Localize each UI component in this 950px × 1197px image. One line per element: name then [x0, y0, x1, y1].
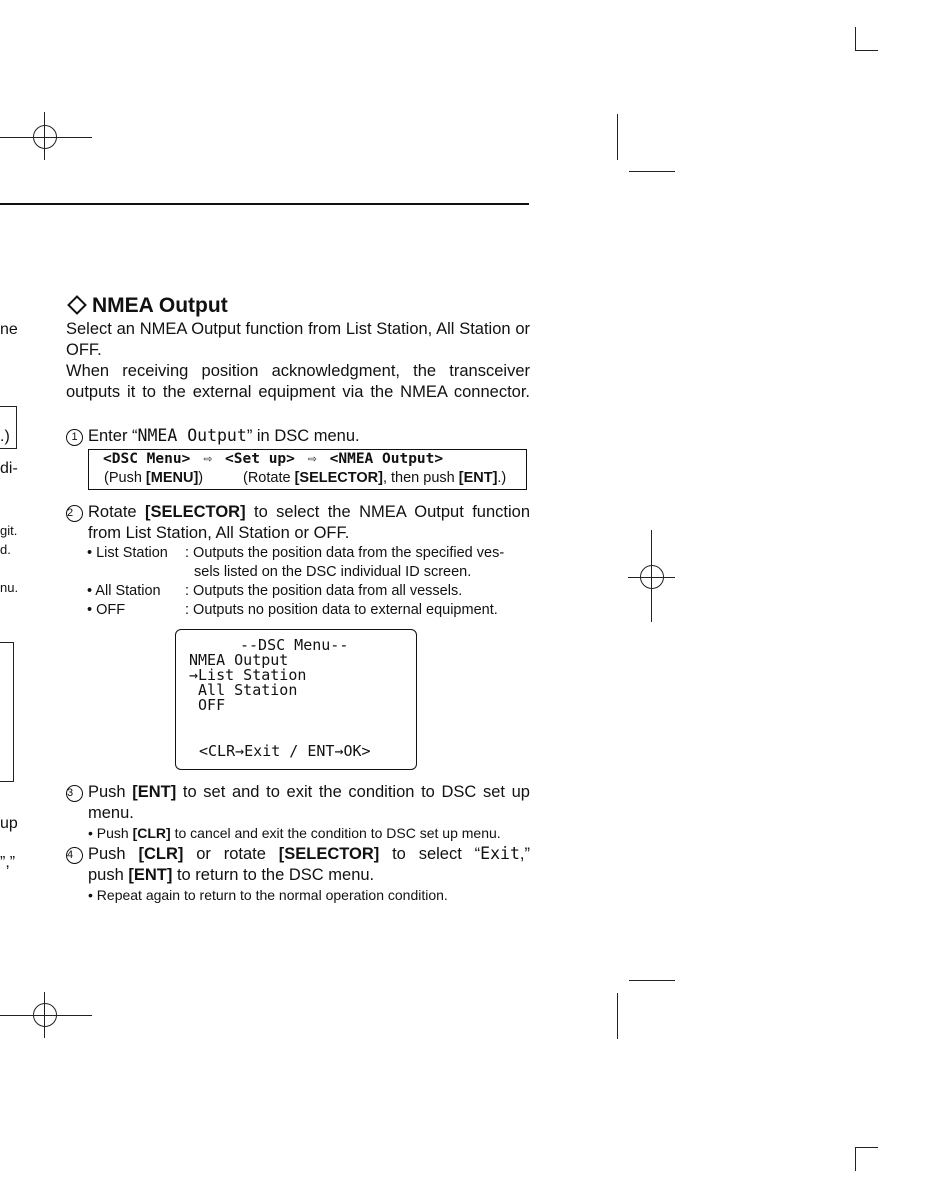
- lcd-screen: [175, 629, 417, 770]
- header-rule: [0, 203, 529, 205]
- step-4: 4 Push [CLR] or rotate [SELECTOR] to select “Exit,” push [ENT] to return to the DSC menu. • Repeat again to return to the normal operation condition.: [67, 844, 530, 903]
- registration-mark-line: [44, 992, 45, 1038]
- lcd-footer: <CLR→Exit / ENT→OK>: [199, 742, 371, 760]
- crop-mark: [617, 114, 618, 160]
- arrow-right-icon: ⇨: [203, 451, 213, 467]
- lcd-item: OFF: [189, 696, 226, 714]
- registration-mark-line: [44, 112, 45, 160]
- arrow-right-icon: ⇨: [307, 451, 317, 467]
- registration-mark-line: [0, 137, 92, 138]
- section-heading: [66, 293, 228, 319]
- left-page-box-edge: [0, 781, 14, 782]
- registration-mark-line: [651, 530, 652, 622]
- crop-mark: [629, 171, 675, 172]
- left-page-fragment: di-: [0, 460, 18, 477]
- step-number: 2: [66, 505, 83, 522]
- left-page-fragment: up: [0, 815, 18, 832]
- menu-path-instruction-left: (Push [MENU]): [104, 470, 204, 486]
- left-page-fragment: nu.: [0, 580, 19, 595]
- section-title: NMEA Output: [92, 294, 228, 317]
- left-page-fragment: d.: [0, 542, 11, 557]
- registration-mark-line: [0, 1015, 92, 1016]
- crop-mark: [855, 1147, 856, 1171]
- left-page-fragment: .): [0, 428, 10, 445]
- menu-name: NMEA Output: [137, 426, 247, 445]
- left-page-box-edge: [0, 448, 17, 449]
- lcd-header: --DSC Menu--: [240, 636, 349, 654]
- step-1: 1 Enter “NMEA Output” in DSC menu.: [66, 425, 530, 447]
- crop-mark: [855, 1147, 878, 1148]
- menu-path-instruction-right: (Rotate [SELECTOR], then push [ENT].): [243, 470, 507, 486]
- step-2: 2 Rotate [SELECTOR] to select the NMEA Output function from List Station, All Station or OFF.: [67, 503, 531, 542]
- intro-paragraph-2: When receiving position acknowledgment, the transceiver outputs it to the external equipment via the NMEA connector.: [66, 362, 530, 401]
- crop-mark: [617, 993, 618, 1039]
- left-page-fragment: ”,”: [0, 854, 16, 871]
- left-page-fragment: ne: [0, 321, 18, 338]
- lcd-item: →List Station: [189, 666, 307, 684]
- step-note: • Repeat again to return to the normal operation condition.: [88, 887, 448, 903]
- step-number: 3: [66, 785, 83, 802]
- crop-mark: [629, 980, 675, 981]
- lcd-item: All Station: [189, 681, 298, 699]
- menu-path-box: [88, 449, 527, 490]
- left-page-box-edge: [13, 642, 14, 782]
- left-page-box-edge: [16, 406, 17, 449]
- menu-path: <DSC Menu> ⇨ <Set up> ⇨ <NMEA Output>: [103, 451, 444, 467]
- lcd-title: NMEA Output: [189, 651, 289, 669]
- step-number: 1: [66, 429, 83, 446]
- step-number: 4: [66, 847, 83, 864]
- diamond-icon: [67, 295, 87, 315]
- crop-mark: [855, 27, 856, 51]
- intro-paragraph-1: Select an NMEA Output function from List Station, All Station or OFF.: [66, 320, 530, 359]
- left-page-box-edge: [0, 406, 17, 407]
- left-page-box-edge: [0, 642, 14, 643]
- crop-mark: [855, 50, 878, 51]
- step-3: 3 Push [ENT] to set and to exit the condition to DSC set up menu. • Push [CLR] to cancel and exit the condition to DSC set up menu.: [67, 783, 530, 841]
- step-note: • Push [CLR] to cancel and exit the condition to DSC set up menu.: [88, 825, 501, 841]
- left-page-fragment: git.: [0, 523, 18, 538]
